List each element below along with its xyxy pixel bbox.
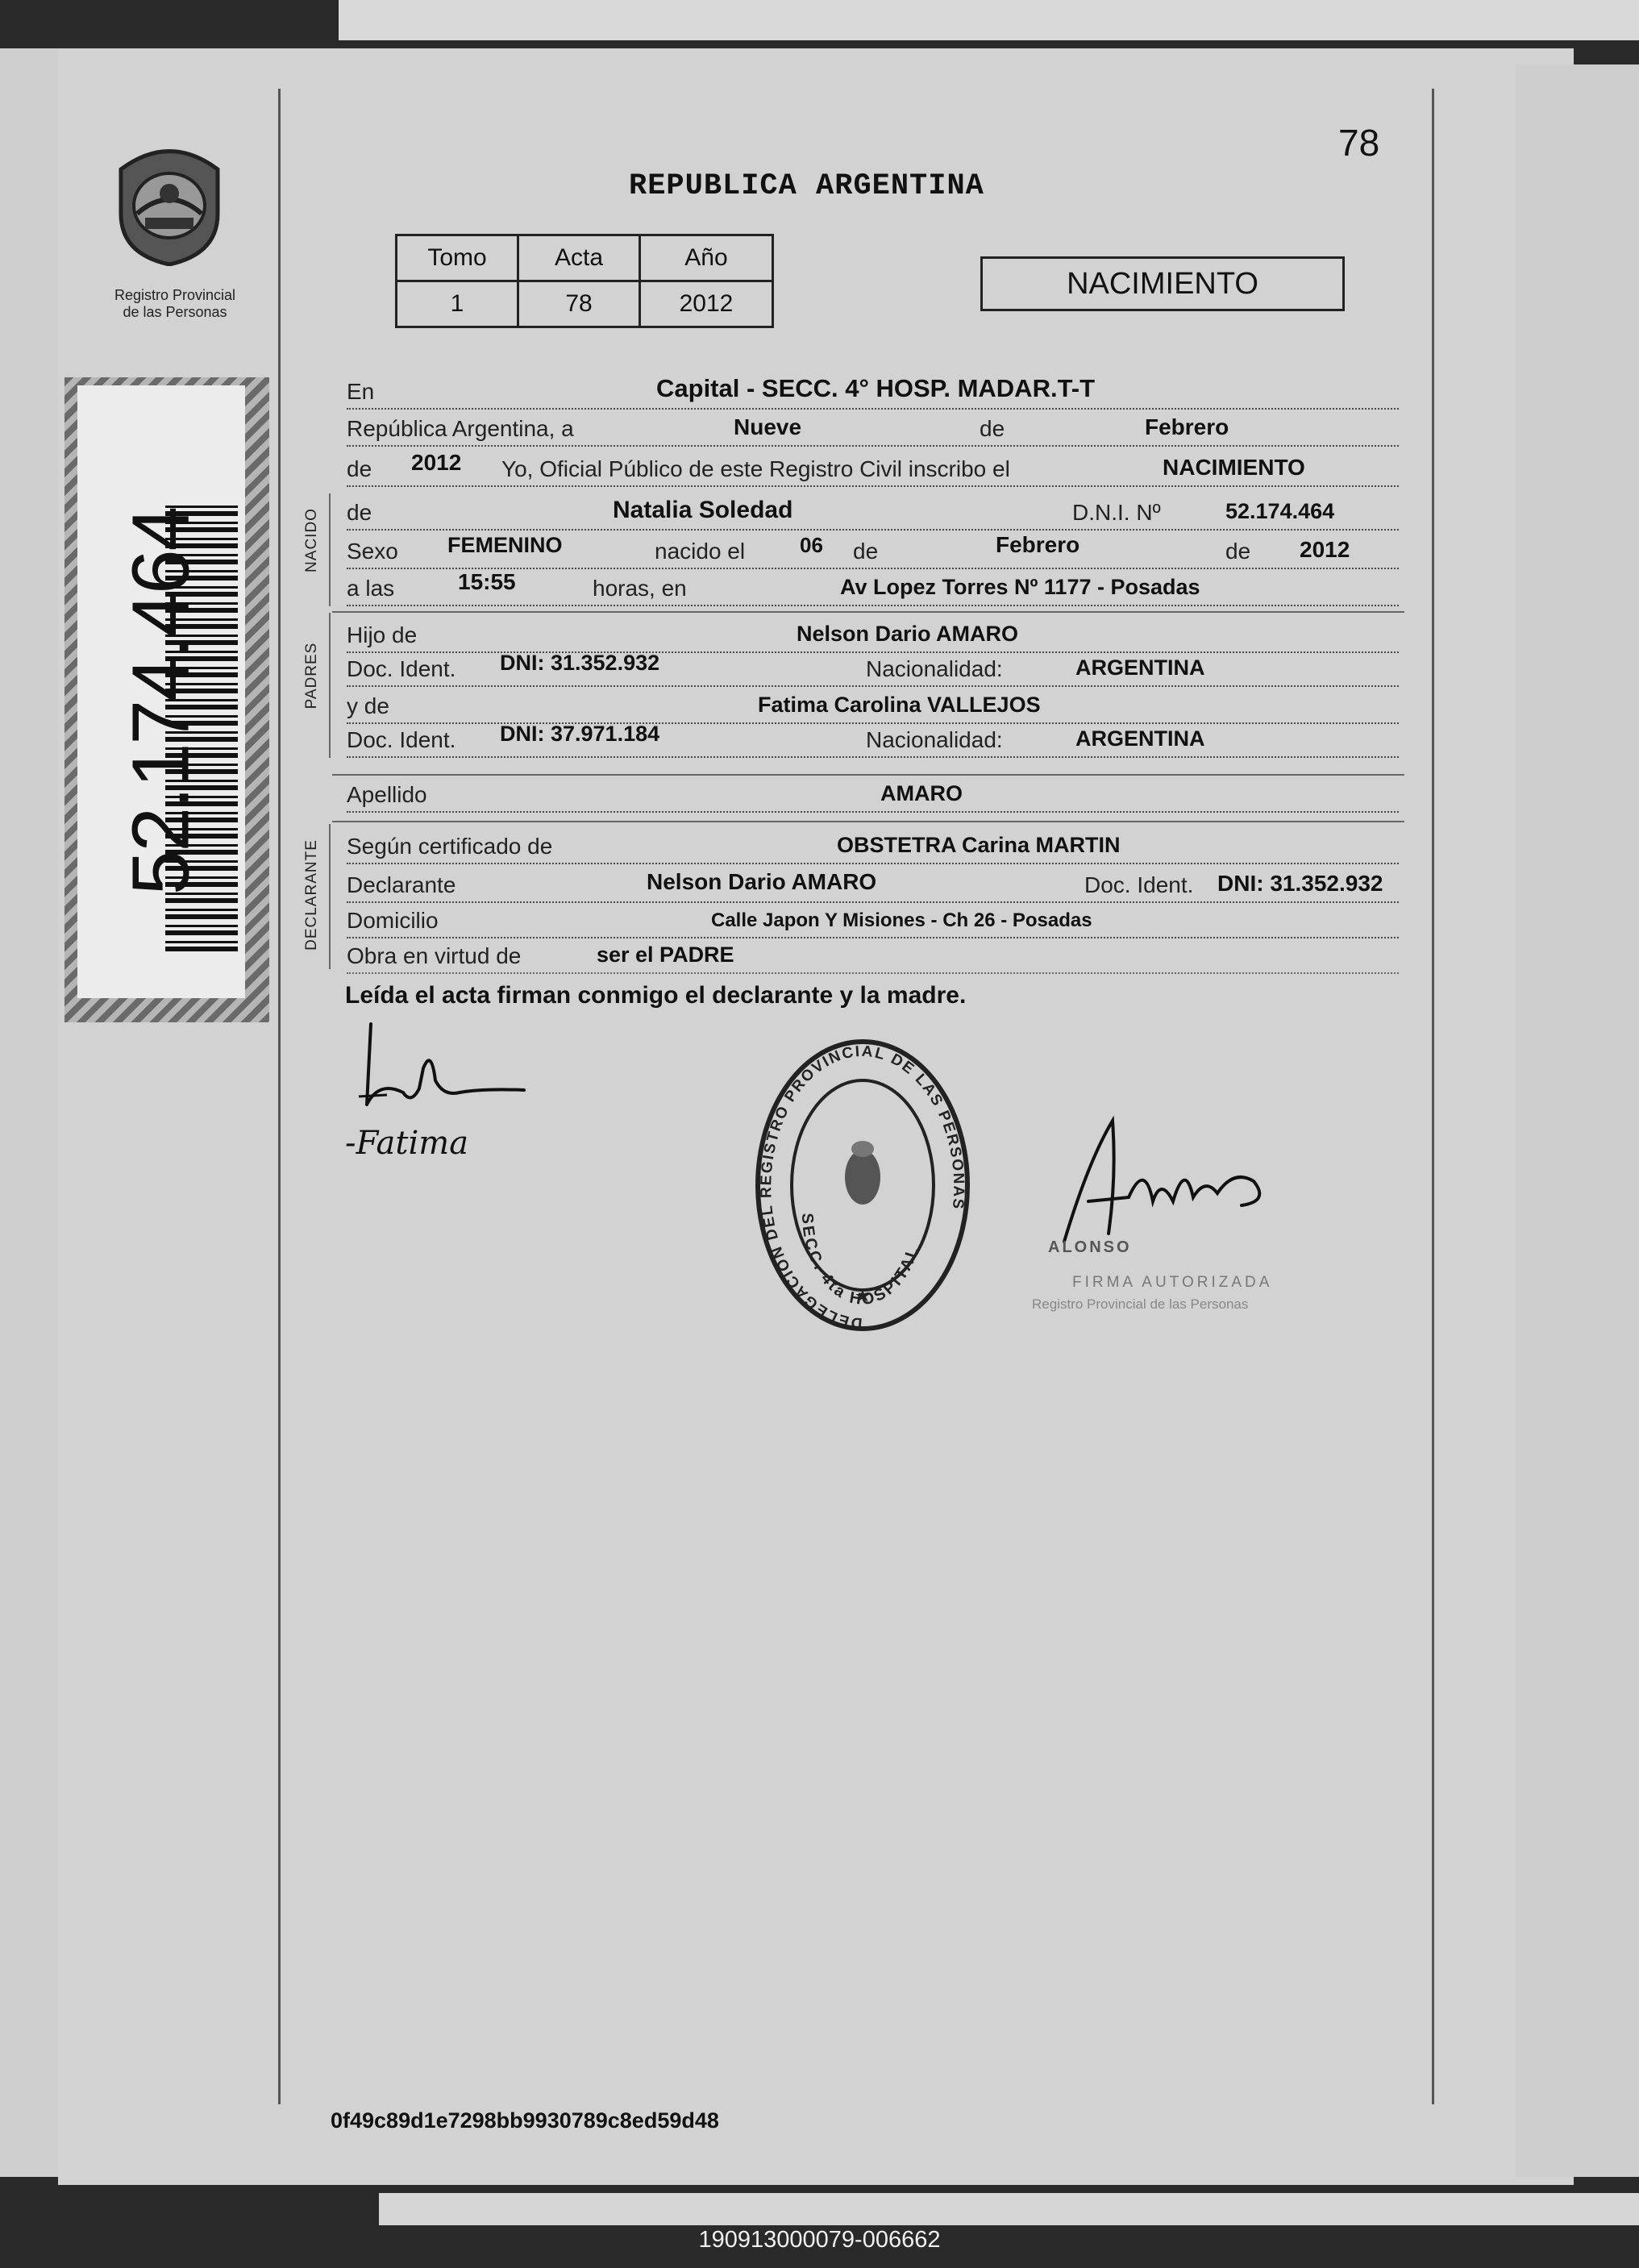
father-nationality-label: Nacionalidad:	[866, 656, 1003, 681]
form-row-birth	[347, 532, 1399, 569]
section-label-declarante: DECLARANTE	[303, 839, 320, 951]
child-name-value: Natalia Soledad	[613, 497, 793, 523]
father-nationality-value: ARGENTINA	[1075, 655, 1205, 680]
father-doc-label: Doc. Ident.	[347, 656, 456, 681]
page-background-top	[339, 0, 1639, 40]
year-value: 2012	[411, 450, 462, 475]
declarante-doc-value: DNI: 31.352.932	[1217, 871, 1383, 896]
book-value-anio: 2012	[640, 281, 773, 327]
act-type-box: NACIMIENTO	[980, 256, 1345, 311]
birth-year-value: 2012	[1300, 537, 1350, 562]
form-row-father	[347, 616, 1399, 653]
previous-page-edge	[0, 48, 58, 2177]
mother-name-value: Fatima Carolina VALLEJOS	[758, 693, 1041, 717]
birth-month-de-label: de	[853, 539, 879, 564]
dni-label: D.N.I. Nº	[1072, 500, 1161, 525]
apellido-value: AMARO	[880, 781, 963, 805]
book-header-tomo: Tomo	[397, 235, 518, 281]
month-de-label: de	[980, 416, 1005, 441]
page-number: 78	[1338, 122, 1380, 164]
book-table-header-row	[397, 235, 773, 281]
section-label-padres: PADRES	[303, 642, 320, 710]
mother-nationality-value: ARGENTINA	[1075, 726, 1205, 751]
form-row-mother-doc	[347, 721, 1399, 758]
form-row-declarante	[347, 866, 1399, 903]
book-header-acta: Acta	[518, 235, 640, 281]
birth-place-value: Av Lopez Torres Nº 1177 - Posadas	[840, 575, 1200, 599]
certificado-label: Según certificado de	[347, 834, 553, 859]
apellido-label: Apellido	[347, 782, 427, 807]
year-de-label: de	[347, 456, 372, 481]
mother-doc-label: Doc. Ident.	[347, 727, 456, 752]
hijo-label: Hijo de	[347, 622, 418, 647]
form-row-certificado	[347, 827, 1399, 864]
seal-inner-text: SECC. 4ta HOSPITAL	[797, 1213, 923, 1309]
month-value: Febrero	[1145, 414, 1229, 439]
nacido-label: nacido el	[655, 539, 746, 564]
section-bar-declarante	[329, 824, 331, 969]
book-value-tomo: 1	[397, 281, 518, 327]
domicilio-label: Domicilio	[347, 908, 439, 933]
form-row-father-doc	[347, 650, 1399, 687]
seal-outer-text: DELEGACION DEL REGISTRO PROVINCIAL DE LAS PERSONAS	[758, 1042, 967, 1332]
place-label: En	[347, 379, 375, 404]
sexo-label: Sexo	[347, 539, 398, 564]
separator-apellido	[332, 821, 1404, 822]
document-hash: 0f49c89d1e7298bb9930789c8ed59d48	[331, 2108, 719, 2133]
registry-seal	[754, 1036, 971, 1334]
form-row-date	[347, 410, 1399, 447]
mother-signature: -Fatima	[345, 1125, 469, 1162]
time-value: 15:55	[458, 569, 516, 594]
section-bar-padres	[329, 613, 331, 758]
form-row-inscribe	[347, 450, 1399, 487]
mother-doc-value: DNI: 37.971.184	[500, 722, 660, 746]
logo-label-line2: de las Personas	[123, 304, 227, 320]
svg-text:SECC. 4ta HOSPITAL	[798, 1213, 923, 1309]
declarante-value: Nelson Dario AMARO	[647, 869, 877, 894]
form-row-obra	[347, 937, 1399, 974]
mother-nationality-label: Nacionalidad:	[866, 727, 1003, 752]
a-las-label: a las	[347, 576, 395, 601]
day-value: Nueve	[734, 414, 802, 439]
father-doc-value: DNI: 31.352.932	[500, 651, 660, 675]
obra-label: Obra en virtud de	[347, 943, 522, 968]
horas-label: horas, en	[593, 576, 687, 601]
form-row-domicilio	[347, 901, 1399, 938]
section-bar-nacido	[329, 493, 331, 606]
officer-stamp-name: ALONSO	[1048, 1238, 1132, 1256]
declarante-doc-label: Doc. Ident.	[1084, 872, 1194, 897]
closing-statement: Leída el acta firman conmigo el declarante y la madre.	[345, 982, 967, 1009]
sexo-value: FEMENINO	[447, 533, 563, 557]
logo-label	[90, 287, 260, 321]
separator-nacido	[332, 611, 1404, 613]
form-row-time	[347, 569, 1399, 606]
form-row-name	[347, 493, 1399, 531]
birth-day-value: 06	[800, 533, 823, 557]
form-row-place	[347, 372, 1399, 410]
declarant-signature	[355, 1016, 532, 1121]
birth-year-de-label: de	[1225, 539, 1251, 564]
inscribe-value: NACIMIENTO	[1163, 455, 1305, 480]
page-stack-edge	[1516, 65, 1639, 2177]
logo-label-line1: Registro Provincial	[114, 287, 236, 303]
name-de-label: de	[347, 500, 372, 525]
section-label-nacido: NACIDO	[303, 508, 320, 572]
certificado-value: OBSTETRA Carina MARTIN	[837, 833, 1121, 857]
form-row-mother	[347, 687, 1399, 724]
inscribe-text: Yo, Oficial Público de este Registro Civil inscribo el	[501, 456, 1010, 481]
page-background-bottom	[379, 2193, 1639, 2225]
officer-stamp-office: Registro Provincial de las Personas	[1032, 1296, 1249, 1312]
book-reference-table	[395, 234, 774, 328]
officer-signature	[1040, 1113, 1282, 1250]
document-title: REPUBLICA ARGENTINA	[629, 169, 984, 203]
province-coat-of-arms-logo	[105, 137, 234, 266]
republica-label: República Argentina, a	[347, 416, 574, 441]
officer-stamp-title: FIRMA AUTORIZADA	[1072, 1274, 1273, 1291]
image-id: 190913000079-006662	[698, 2227, 941, 2253]
domicilio-value: Calle Japon Y Misiones - Ch 26 - Posadas	[711, 909, 1092, 931]
book-table-value-row	[397, 281, 773, 327]
father-name-value: Nelson Dario AMARO	[797, 622, 1019, 646]
dni-value: 52.174.464	[1225, 499, 1335, 523]
declarante-label: Declarante	[347, 872, 456, 897]
book-value-acta: 78	[518, 281, 640, 327]
form-row-apellido	[347, 776, 1399, 813]
y-de-label: y de	[347, 693, 389, 718]
barcode-number: 52.174.464	[115, 507, 206, 896]
place-value: Capital - SECC. 4° HOSP. MADAR.T-T	[656, 374, 1096, 402]
book-header-anio: Año	[640, 235, 773, 281]
obra-value: ser el PADRE	[597, 943, 734, 967]
birth-month-value: Febrero	[996, 532, 1080, 557]
